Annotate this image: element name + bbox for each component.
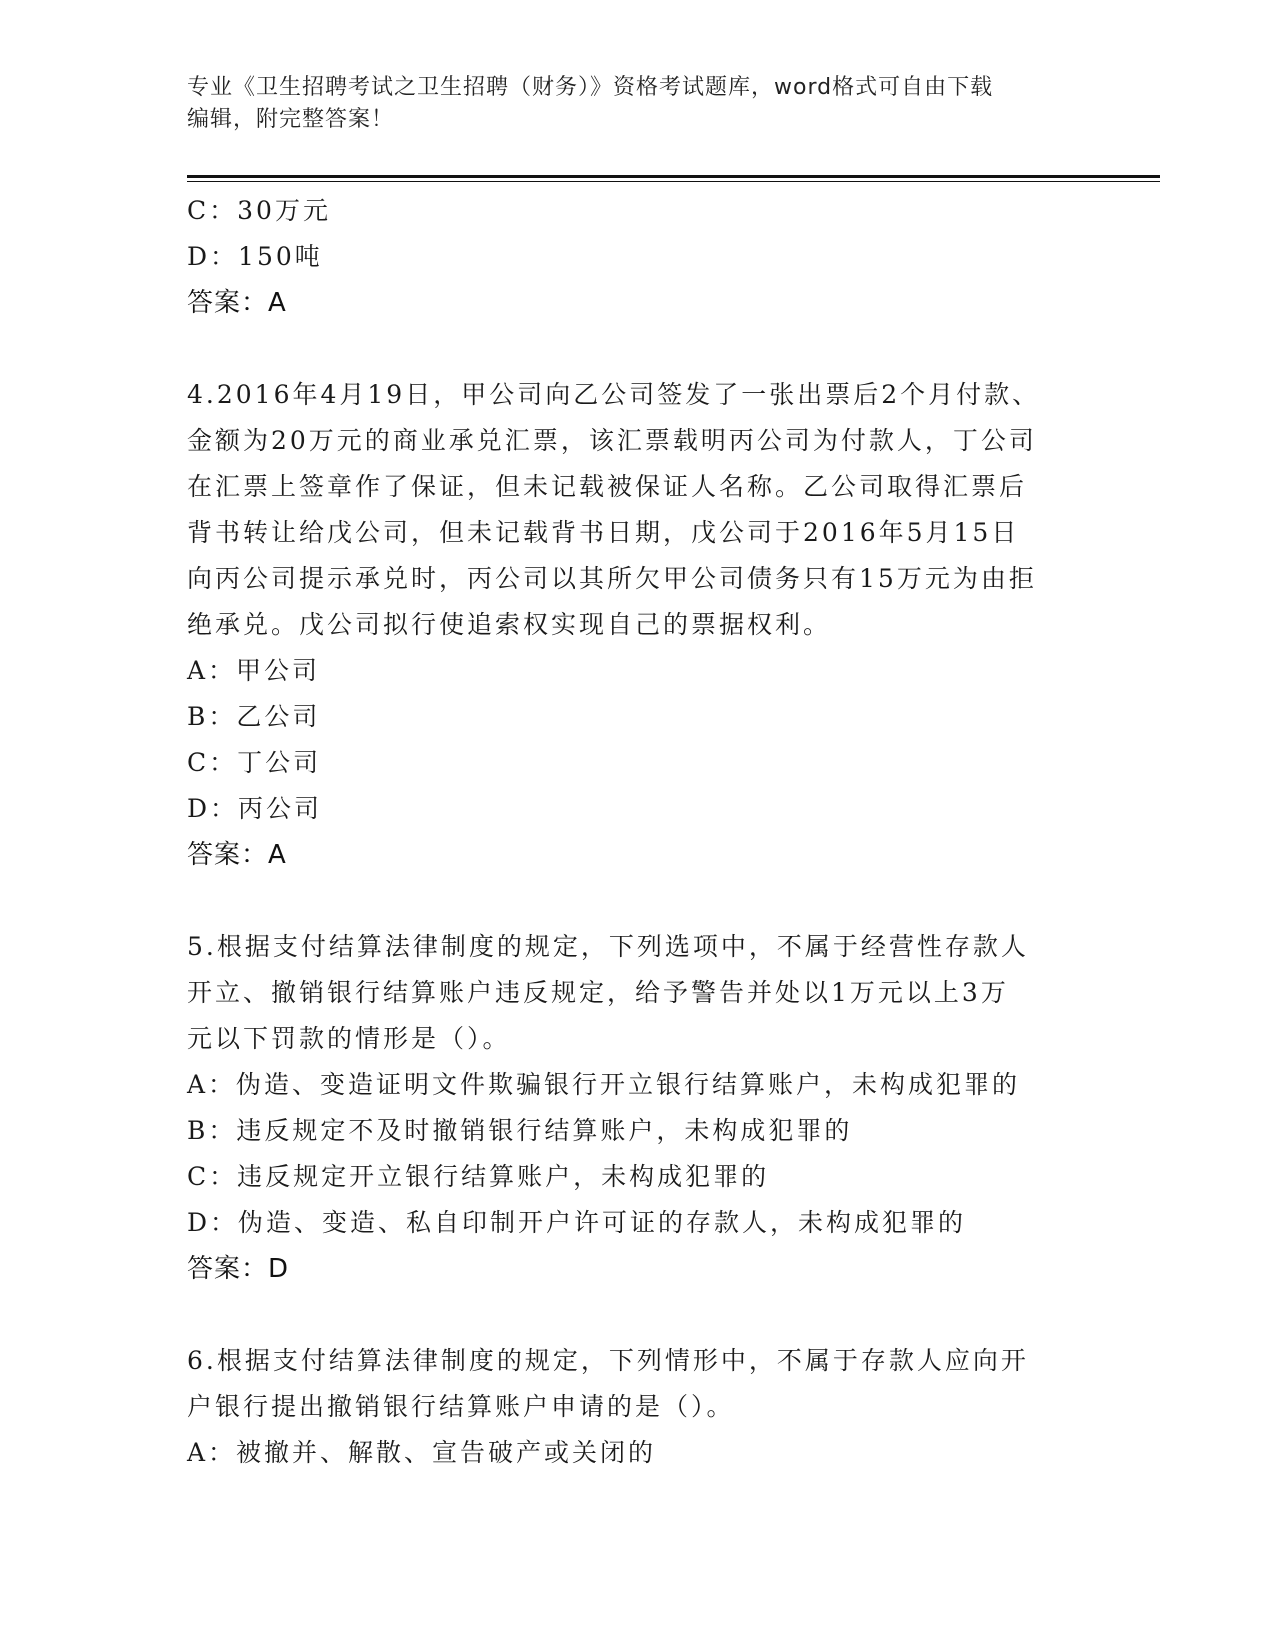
document-header (187, 72, 1087, 136)
option-d: D：150吨 (187, 242, 323, 271)
question-6 (187, 1338, 1087, 1476)
question-stem-line: 4.2016年4月19日，甲公司向乙公司签发了一张出票后2个月付款、 (187, 380, 1041, 409)
header-line-2: 编辑，附完整答案！ (187, 107, 395, 132)
option-d: D：丙公司 (187, 794, 323, 823)
question-stem-line: 5.根据支付结算法律制度的规定，下列选项中，不属于经营性存款人 (187, 932, 1029, 961)
answer-line: 答案：A (187, 840, 287, 870)
question-3-tail (187, 188, 1087, 326)
header-rule-thin (187, 181, 1160, 182)
header-line-1: 专业《卫生招聘考试之卫生招聘（财务）》资格考试题库，word格式可自由下载 (187, 75, 994, 100)
question-5 (187, 924, 1087, 1292)
option-b: B：违反规定不及时撤销银行结算账户，未构成犯罪的 (187, 1116, 853, 1145)
header-rule-thick (187, 175, 1160, 178)
option-d: D：伪造、变造、私自印制开户许可证的存款人，未构成犯罪的 (187, 1208, 967, 1237)
option-c: C：丁公司 (187, 748, 322, 777)
option-b: B：乙公司 (187, 702, 321, 731)
question-stem-line: 元以下罚款的情形是（）。 (187, 1024, 511, 1053)
question-stem-line: 开立、撤销银行结算账户违反规定，给予警告并处以1万元以上3万 (187, 978, 1009, 1007)
option-a: A：甲公司 (187, 656, 321, 685)
answer-line: 答案：D (187, 1254, 290, 1284)
document-body (187, 188, 1087, 1476)
option-a: A：伪造、变造证明文件欺骗银行开立银行结算账户，未构成犯罪的 (187, 1070, 1021, 1099)
question-stem-line: 背书转让给戊公司，但未记载背书日期，戊公司于2016年5月15日 (187, 518, 1020, 547)
question-4 (187, 372, 1087, 878)
question-stem-line: 绝承兑。戊公司拟行使追索权实现自己的票据权利。 (187, 610, 832, 639)
option-a: A：被撤并、解散、宣告破产或关闭的 (187, 1438, 657, 1467)
question-stem-line: 金额为20万元的商业承兑汇票，该汇票载明丙公司为付款人，丁公司 (187, 426, 1037, 455)
answer-line: 答案：A (187, 288, 287, 318)
question-stem-line: 户银行提出撤销银行结算账户申请的是（）。 (187, 1392, 735, 1421)
question-stem-line: 6.根据支付结算法律制度的规定，下列情形中，不属于存款人应向开 (187, 1346, 1029, 1375)
question-stem-line: 向丙公司提示承兑时，丙公司以其所欠甲公司债务只有15万元为由拒 (187, 564, 1037, 593)
option-c: C：30万元 (187, 196, 331, 225)
option-c: C：违反规定开立银行结算账户，未构成犯罪的 (187, 1162, 770, 1191)
question-stem-line: 在汇票上签章作了保证，但未记载被保证人名称。乙公司取得汇票后 (187, 472, 1028, 501)
